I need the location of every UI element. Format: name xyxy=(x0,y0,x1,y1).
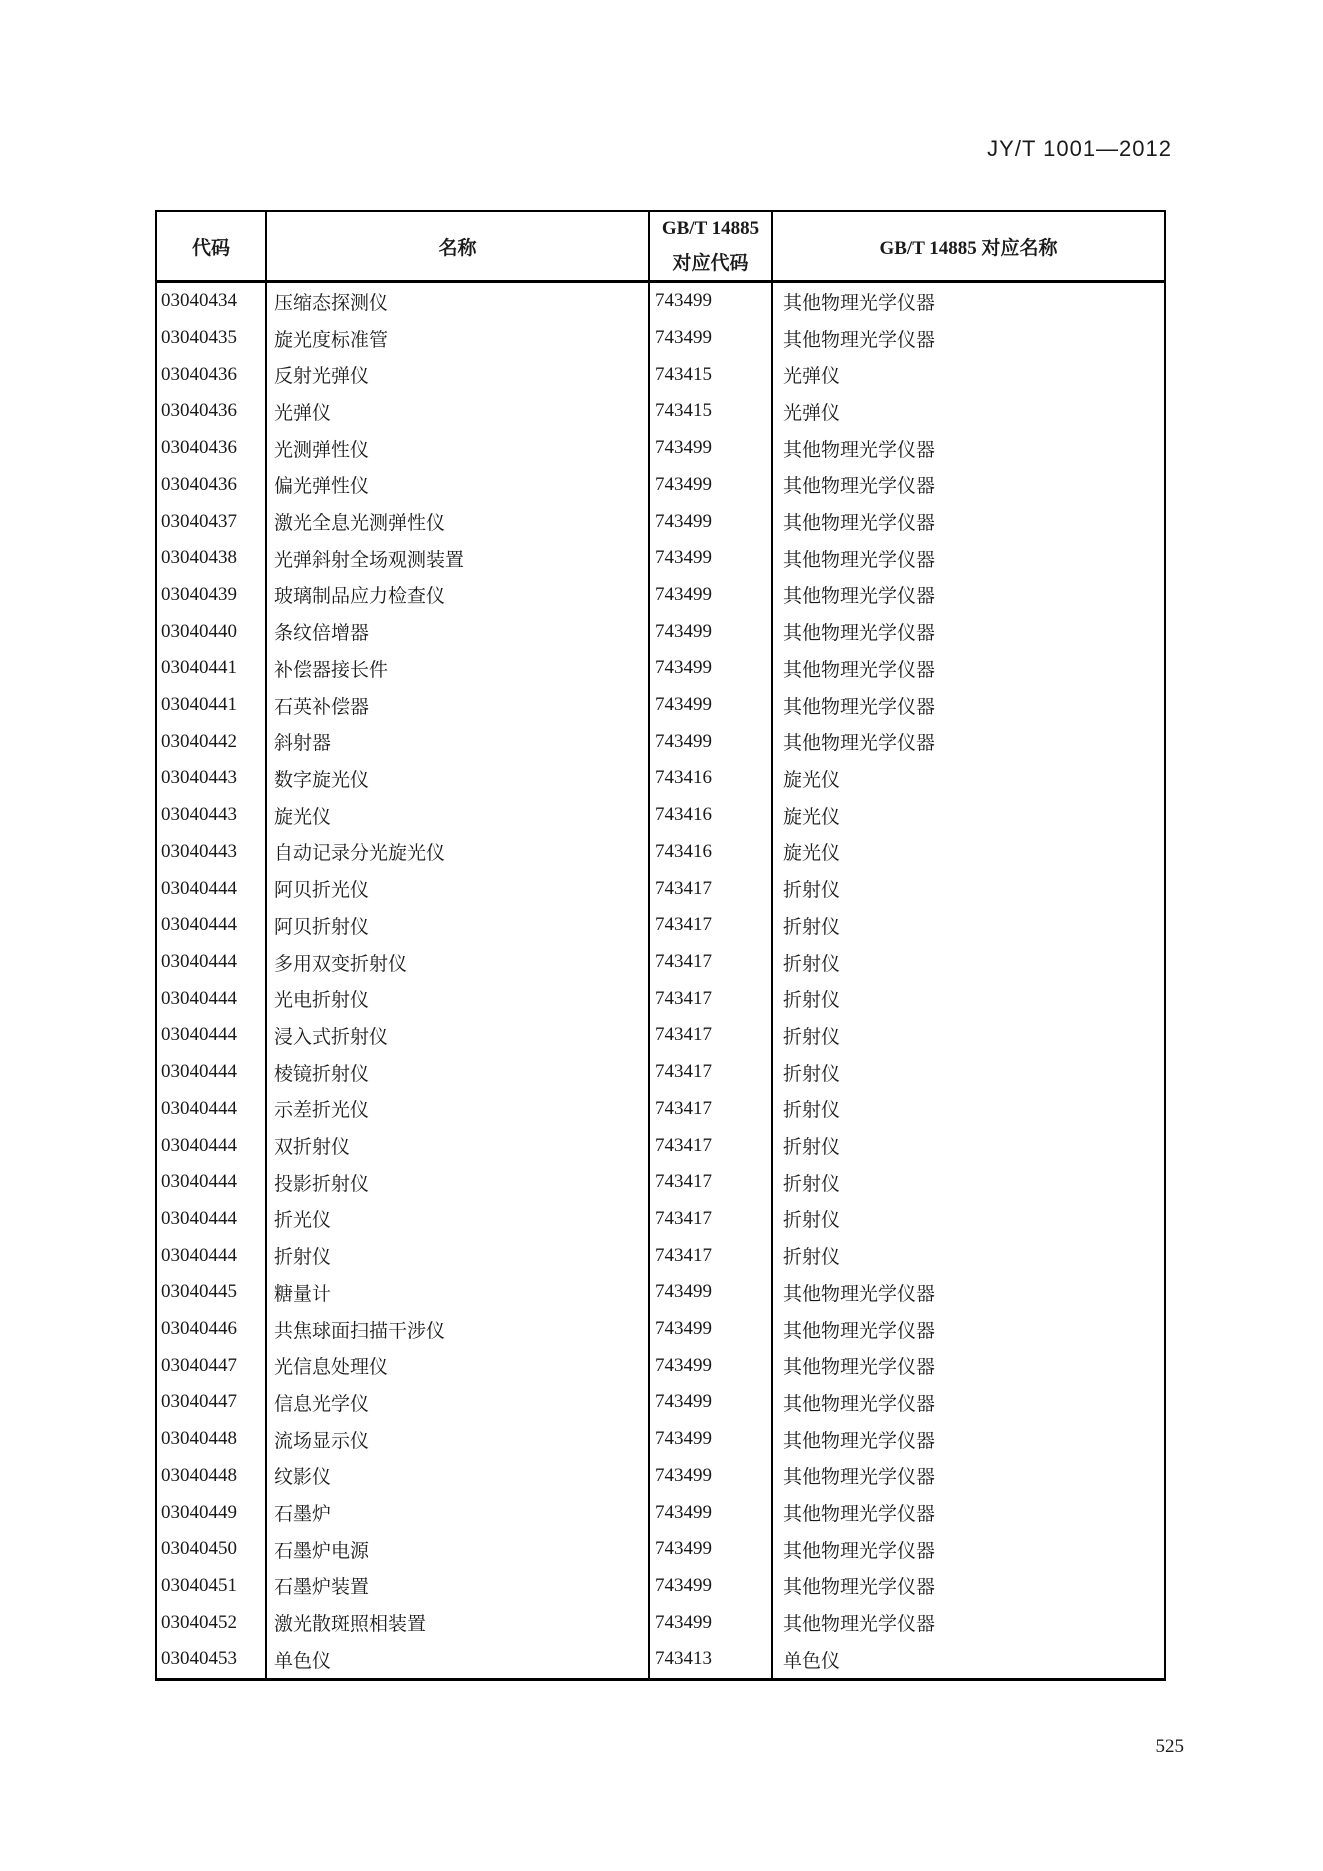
cell-gbt-code: 743499 xyxy=(650,723,773,760)
cell-code: 03040452 xyxy=(157,1604,267,1641)
cell-name: 共焦球面扫描干涉仪 xyxy=(267,1311,650,1348)
table-row xyxy=(157,797,1164,834)
cell-gbt-name: 其他物理光学仪器 xyxy=(783,292,936,314)
cell-gbt-code: 743417 xyxy=(650,1017,773,1054)
cell-gbt-code: 743499 xyxy=(650,430,773,467)
cell-gbt-code: 743417 xyxy=(650,1054,773,1091)
cell-name: 数字旋光仪 xyxy=(267,760,650,797)
table-row xyxy=(157,834,1164,871)
cell-gbt-name: 旋光仪 xyxy=(783,843,841,865)
cell-name: 双折射仪 xyxy=(267,1127,650,1164)
table-row xyxy=(157,1604,1164,1641)
cell-code: 03040444 xyxy=(157,980,267,1017)
cell-gbt-code: 743499 xyxy=(650,1604,773,1641)
cell-gbt-code: 743499 xyxy=(650,1458,773,1495)
cell-gbt-code: 743499 xyxy=(650,613,773,650)
cell-name: 石墨炉装置 xyxy=(267,1568,650,1605)
cell-gbt-name: 其他物理光学仪器 xyxy=(783,1283,936,1305)
table-row xyxy=(157,723,1164,760)
cell-code: 03040436 xyxy=(157,467,267,504)
cell-code: 03040444 xyxy=(157,1017,267,1054)
table-row xyxy=(157,1458,1164,1495)
table-row xyxy=(157,1274,1164,1311)
cell-gbt-name: 其他物理光学仪器 xyxy=(783,1614,936,1636)
cell-gbt-name: 其他物理光学仪器 xyxy=(783,659,936,681)
cell-gbt-name: 旋光仪 xyxy=(783,769,841,791)
cell-name: 光弹斜射全场观测装置 xyxy=(267,540,650,577)
table-row xyxy=(157,870,1164,907)
cell-gbt-code: 743499 xyxy=(650,1274,773,1311)
cell-code: 03040439 xyxy=(157,577,267,614)
table-row xyxy=(157,1237,1164,1274)
cell-name: 旋光度标准管 xyxy=(267,320,650,357)
cell-name: 糖量计 xyxy=(267,1274,650,1311)
cell-gbt-name: 折射仪 xyxy=(783,990,841,1012)
cell-gbt-name: 其他物理光学仪器 xyxy=(783,549,936,571)
cell-code: 03040437 xyxy=(157,503,267,540)
cell-code: 03040443 xyxy=(157,834,267,871)
table-row xyxy=(157,503,1164,540)
cell-name: 石墨炉电源 xyxy=(267,1531,650,1568)
table-row xyxy=(157,430,1164,467)
cell-name: 石英补偿器 xyxy=(267,687,650,724)
cell-name: 补偿器接长件 xyxy=(267,650,650,687)
cell-name: 反射光弹仪 xyxy=(267,356,650,393)
cell-code: 03040444 xyxy=(157,1237,267,1274)
page-number: 525 xyxy=(1155,1736,1184,1757)
cell-gbt-name: 折射仪 xyxy=(783,916,841,938)
header-cell-name: 名称 xyxy=(267,212,650,280)
cell-gbt-name: 光弹仪 xyxy=(783,366,841,388)
standard-code-label: JY/T 1001—2012 xyxy=(987,136,1172,161)
cell-name: 偏光弹性仪 xyxy=(267,467,650,504)
cell-code: 03040436 xyxy=(157,430,267,467)
cell-code: 03040444 xyxy=(157,1127,267,1164)
table-row xyxy=(157,1164,1164,1201)
cell-code: 03040443 xyxy=(157,797,267,834)
table-row xyxy=(157,1641,1164,1678)
cell-name: 自动记录分光旋光仪 xyxy=(267,834,650,871)
cell-gbt-name: 折射仪 xyxy=(783,1063,841,1085)
cell-gbt-code: 743416 xyxy=(650,760,773,797)
cell-gbt-code: 743417 xyxy=(650,1090,773,1127)
cell-code: 03040444 xyxy=(157,944,267,981)
cell-name: 流场显示仪 xyxy=(267,1421,650,1458)
cell-code: 03040451 xyxy=(157,1568,267,1605)
cell-code: 03040449 xyxy=(157,1494,267,1531)
table-row xyxy=(157,1054,1164,1091)
cell-gbt-name: 折射仪 xyxy=(783,953,841,975)
cell-code: 03040441 xyxy=(157,687,267,724)
cell-code: 03040444 xyxy=(157,1090,267,1127)
cell-name: 光信息处理仪 xyxy=(267,1347,650,1384)
header-cell-code: 代码 xyxy=(157,212,267,280)
cell-code: 03040450 xyxy=(157,1531,267,1568)
cell-gbt-name: 折射仪 xyxy=(783,1173,841,1195)
table-row xyxy=(157,613,1164,650)
cell-code: 03040434 xyxy=(157,283,267,320)
cell-code: 03040447 xyxy=(157,1384,267,1421)
cell-code: 03040444 xyxy=(157,1201,267,1238)
cell-name: 单色仪 xyxy=(267,1641,650,1678)
cell-gbt-name: 旋光仪 xyxy=(783,806,841,828)
cell-name: 玻璃制品应力检查仪 xyxy=(267,577,650,614)
cell-code: 03040442 xyxy=(157,723,267,760)
cell-code: 03040448 xyxy=(157,1458,267,1495)
cell-gbt-code: 743499 xyxy=(650,1531,773,1568)
cell-name: 多用双变折射仪 xyxy=(267,944,650,981)
cell-gbt-code: 743417 xyxy=(650,980,773,1017)
table-row xyxy=(157,1017,1164,1054)
cell-name: 激光全息光测弹性仪 xyxy=(267,503,650,540)
table-row xyxy=(157,540,1164,577)
cell-gbt-name: 光弹仪 xyxy=(783,402,841,424)
cell-code: 03040440 xyxy=(157,613,267,650)
cell-gbt-code: 743415 xyxy=(650,393,773,430)
cell-gbt-name: 其他物理光学仪器 xyxy=(783,1357,936,1379)
cell-gbt-name: 折射仪 xyxy=(783,880,841,902)
cell-code: 03040443 xyxy=(157,760,267,797)
cell-gbt-code: 743417 xyxy=(650,907,773,944)
cell-code: 03040436 xyxy=(157,393,267,430)
table-row xyxy=(157,1311,1164,1348)
cell-gbt-code: 743415 xyxy=(650,356,773,393)
equipment-code-table xyxy=(155,210,1166,1681)
header-gbt-code-line2: 对应代码 xyxy=(672,253,749,274)
cell-code: 03040444 xyxy=(157,1164,267,1201)
table-row xyxy=(157,1531,1164,1568)
table-row xyxy=(157,467,1164,504)
cell-code: 03040436 xyxy=(157,356,267,393)
cell-gbt-name: 折射仪 xyxy=(783,1247,841,1269)
cell-gbt-code: 743499 xyxy=(650,577,773,614)
table-row xyxy=(157,760,1164,797)
cell-name: 旋光仪 xyxy=(267,797,650,834)
cell-code: 03040435 xyxy=(157,320,267,357)
cell-name: 浸入式折射仪 xyxy=(267,1017,650,1054)
table-row xyxy=(157,1421,1164,1458)
table-row xyxy=(157,1090,1164,1127)
table-row xyxy=(157,1127,1164,1164)
cell-name: 阿贝折射仪 xyxy=(267,907,650,944)
table-header-row xyxy=(157,212,1164,283)
cell-gbt-name: 其他物理光学仪器 xyxy=(783,476,936,498)
cell-code: 03040438 xyxy=(157,540,267,577)
table-row xyxy=(157,650,1164,687)
table-row xyxy=(157,1201,1164,1238)
cell-gbt-code: 743499 xyxy=(650,687,773,724)
cell-name: 光电折射仪 xyxy=(267,980,650,1017)
cell-gbt-name: 折射仪 xyxy=(783,1137,841,1159)
cell-name: 阿贝折光仪 xyxy=(267,870,650,907)
cell-code: 03040447 xyxy=(157,1347,267,1384)
table-row xyxy=(157,907,1164,944)
cell-gbt-code: 743417 xyxy=(650,1201,773,1238)
cell-gbt-name: 其他物理光学仪器 xyxy=(783,1393,936,1415)
cell-gbt-code: 743417 xyxy=(650,1127,773,1164)
cell-name: 光测弹性仪 xyxy=(267,430,650,467)
cell-name: 信息光学仪 xyxy=(267,1384,650,1421)
cell-gbt-code: 743499 xyxy=(650,540,773,577)
cell-gbt-code: 743499 xyxy=(650,1311,773,1348)
cell-gbt-name: 其他物理光学仪器 xyxy=(783,439,936,461)
cell-gbt-name: 折射仪 xyxy=(783,1210,841,1232)
cell-gbt-code: 743416 xyxy=(650,797,773,834)
cell-name: 投影折射仪 xyxy=(267,1164,650,1201)
cell-gbt-name: 其他物理光学仪器 xyxy=(783,1430,936,1452)
cell-name: 折射仪 xyxy=(267,1237,650,1274)
cell-gbt-code: 743499 xyxy=(650,1568,773,1605)
table-row xyxy=(157,980,1164,1017)
cell-gbt-name: 其他物理光学仪器 xyxy=(783,586,936,608)
cell-name: 光弹仪 xyxy=(267,393,650,430)
cell-gbt-name: 其他物理光学仪器 xyxy=(783,733,936,755)
cell-gbt-name: 其他物理光学仪器 xyxy=(783,329,936,351)
cell-gbt-code: 743499 xyxy=(650,320,773,357)
table-row xyxy=(157,283,1164,320)
cell-name: 压缩态探测仪 xyxy=(267,283,650,320)
table-row xyxy=(157,356,1164,393)
cell-code: 03040444 xyxy=(157,907,267,944)
cell-gbt-name: 单色仪 xyxy=(783,1650,841,1672)
cell-code: 03040453 xyxy=(157,1641,267,1678)
table-row xyxy=(157,1384,1164,1421)
table-row xyxy=(157,1568,1164,1605)
header-gbt-code-line1: GB/T 14885 xyxy=(661,217,760,239)
cell-gbt-code: 743499 xyxy=(650,1347,773,1384)
cell-name: 斜射器 xyxy=(267,723,650,760)
cell-name: 石墨炉 xyxy=(267,1494,650,1531)
cell-gbt-code: 743499 xyxy=(650,1384,773,1421)
cell-gbt-code: 743417 xyxy=(650,870,773,907)
table-row xyxy=(157,393,1164,430)
cell-gbt-code: 743417 xyxy=(650,1164,773,1201)
cell-gbt-name: 其他物理光学仪器 xyxy=(783,1577,936,1599)
cell-gbt-name: 其他物理光学仪器 xyxy=(783,1540,936,1562)
cell-gbt-name: 其他物理光学仪器 xyxy=(783,623,936,645)
cell-code: 03040441 xyxy=(157,650,267,687)
cell-gbt-name: 其他物理光学仪器 xyxy=(783,513,936,535)
cell-gbt-name: 其他物理光学仪器 xyxy=(783,1504,936,1526)
cell-gbt-name: 其他物理光学仪器 xyxy=(783,696,936,718)
cell-gbt-code: 743413 xyxy=(650,1641,773,1678)
cell-code: 03040445 xyxy=(157,1274,267,1311)
cell-gbt-code: 743499 xyxy=(650,1494,773,1531)
cell-gbt-code: 743499 xyxy=(650,503,773,540)
header-cell-gbt-code xyxy=(650,212,773,280)
table-row xyxy=(157,687,1164,724)
cell-name: 棱镜折射仪 xyxy=(267,1054,650,1091)
cell-name: 纹影仪 xyxy=(267,1458,650,1495)
table-row xyxy=(157,577,1164,614)
table-row xyxy=(157,944,1164,981)
cell-gbt-name: 其他物理光学仪器 xyxy=(783,1467,936,1489)
table-row xyxy=(157,1347,1164,1384)
cell-name: 折光仪 xyxy=(267,1201,650,1238)
table-body xyxy=(157,283,1164,1678)
cell-code: 03040446 xyxy=(157,1311,267,1348)
cell-gbt-name: 折射仪 xyxy=(783,1026,841,1048)
cell-name: 条纹倍增器 xyxy=(267,613,650,650)
cell-code: 03040444 xyxy=(157,1054,267,1091)
cell-gbt-name: 折射仪 xyxy=(783,1100,841,1122)
cell-gbt-name: 其他物理光学仪器 xyxy=(783,1320,936,1342)
cell-code: 03040448 xyxy=(157,1421,267,1458)
cell-gbt-code: 743417 xyxy=(650,944,773,981)
cell-code: 03040444 xyxy=(157,870,267,907)
cell-gbt-code: 743416 xyxy=(650,834,773,871)
cell-gbt-code: 743499 xyxy=(650,650,773,687)
table-row xyxy=(157,320,1164,357)
cell-name: 激光散斑照相装置 xyxy=(267,1604,650,1641)
cell-gbt-code: 743417 xyxy=(650,1237,773,1274)
cell-name: 示差折光仪 xyxy=(267,1090,650,1127)
table-row xyxy=(157,1494,1164,1531)
cell-gbt-code: 743499 xyxy=(650,1421,773,1458)
cell-gbt-code: 743499 xyxy=(650,467,773,504)
cell-gbt-code: 743499 xyxy=(650,283,773,320)
header-cell-gbt-name: GB/T 14885 对应名称 xyxy=(879,237,1058,259)
